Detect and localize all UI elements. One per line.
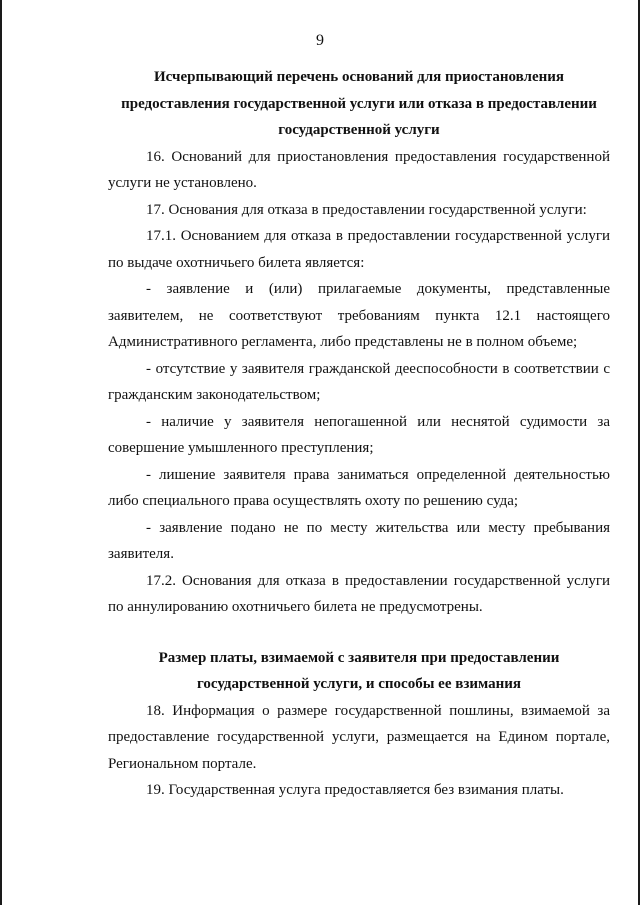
paragraph-16: 16. Оснований для приостановления предоставления государственной услуги не установлено.	[108, 148, 610, 191]
section-spacer	[108, 621, 610, 645]
heading-line: государственной услуги	[278, 122, 440, 138]
paragraph-17-1: 17.1. Основанием для отказа в предоставлении государственной услуги по выдаче охотничьего билета является:	[108, 228, 610, 271]
list-item-wrong-residence: - заявление подано не по месту жительства или месту пребывания заявителя.	[108, 519, 610, 562]
heading-line: Размер платы, взимаемой с заявителя при предоставлении	[158, 649, 560, 666]
document-body	[108, 64, 610, 804]
heading-line: государственной услуги, и способы ее взимания	[196, 676, 522, 692]
scan-border-left	[0, 0, 2, 905]
paragraph-19: 19. Государственная услуга предоставляется без взимания платы.	[146, 782, 564, 798]
heading-line: предоставления государственной услуги или отказа в предоставлении	[121, 95, 597, 112]
section-heading-fee	[108, 645, 610, 698]
list-item-deprived-of-right: - лишение заявителя права заниматься определенной деятельностью либо специального права осуществлять охоту по решению суда;	[108, 466, 610, 509]
list-item-no-legal-capacity: - отсутствие у заявителя гражданской дееспособности в соответствии с гражданским законодательством;	[108, 360, 610, 403]
list-item-documents-mismatch: - заявление и (или) прилагаемые документы, представленные заявителем, не соответствуют требованиям пункта 12.1 настоящего Административного регламента, либо представлены не в полном объеме;	[108, 281, 610, 350]
paragraph-17-2: 17.2. Основания для отказа в предоставлении государственной услуги по аннулированию охотничьего билета не предусмотрены.	[108, 572, 610, 615]
section-heading-suspension-refusal	[108, 64, 610, 144]
list-item-criminal-record: - наличие у заявителя непогашенной или неснятой судимости за совершение умышленного преступления;	[108, 413, 610, 456]
paragraph-18: 18. Информация о размере государственной пошлины, взимаемой за предоставление государственной услуги, размещается на Едином портале, Региональном портале.	[108, 702, 610, 772]
paragraph-17: 17. Основания для отказа в предоставлении государственной услуги:	[146, 201, 587, 218]
heading-line: Исчерпывающий перечень оснований для приостановления	[153, 69, 565, 85]
page-number: 9	[316, 32, 324, 49]
